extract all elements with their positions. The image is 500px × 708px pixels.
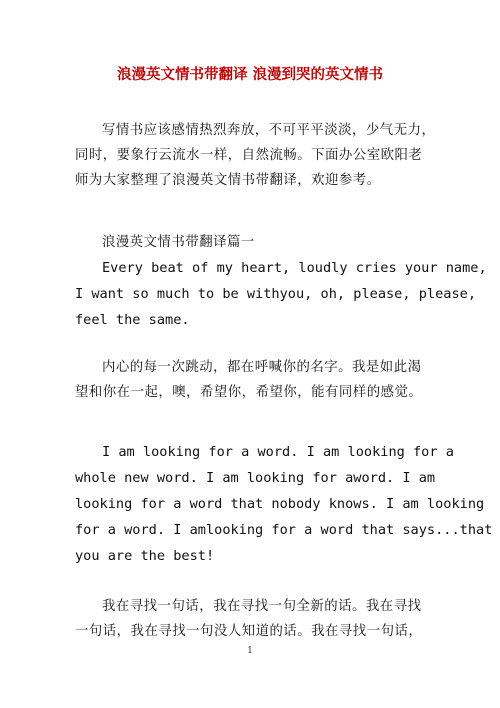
intro-line-2: 同时，要象行云流水一样，自然流畅。下面办公室欧阳老 [75, 148, 423, 163]
page-number: 1 [247, 646, 253, 656]
intro-line-3: 师为大家整理了浪漫英文情书带翻译，欢迎参考。 [75, 173, 381, 188]
letter-2-chinese [75, 594, 427, 644]
letter-2-english [75, 439, 493, 569]
letter-2-en-line-2: whole new word. I am looking for aword. I am [75, 470, 436, 486]
document-title: 浪漫英文情书带翻译 浪漫到哭的英文情书 [116, 67, 384, 83]
letter-2-en-line-5: you are the best! [75, 548, 215, 564]
intro-line-1: 写情书应该感情热烈奔放，不可平平淡淡，少气无力， [102, 123, 436, 138]
section-heading [75, 230, 427, 255]
letter-1-en-line-2: I want so much to be withyou, oh, please, please, [75, 286, 477, 302]
section-heading-text: 浪漫英文情书带翻译篇一 [102, 235, 255, 250]
letter-2-en-line-3: looking for a word that nobody knows. I am looking [75, 496, 485, 512]
letter-2-cn-line-2: 一句话，我在寻找一句没人知道的话。我在寻找一句话， [75, 624, 423, 639]
letter-1-english [75, 255, 487, 333]
letter-2-en-line-4: for a word. I amlooking for a word that says...that [75, 522, 493, 538]
letter-1-en-line-3: feel the same. [75, 312, 190, 328]
letter-1-cn-line-2: 望和你在一起，噢，希望你，希望你，能有同样的感觉。 [75, 385, 423, 400]
letter-2-cn-line-1: 我在寻找一句话，我在寻找一句全新的话。我在寻找 [102, 599, 422, 614]
letter-1-chinese [75, 355, 427, 405]
letter-2-en-line-1: I am looking for a word. I am looking for a [102, 444, 454, 460]
letter-1-cn-line-1: 内心的每一次跳动，都在呼喊你的名字。我是如此渴 [102, 360, 422, 375]
letter-1-en-line-1: Every beat of my heart, loudly cries your name, [102, 260, 487, 276]
intro-paragraph [75, 118, 436, 193]
